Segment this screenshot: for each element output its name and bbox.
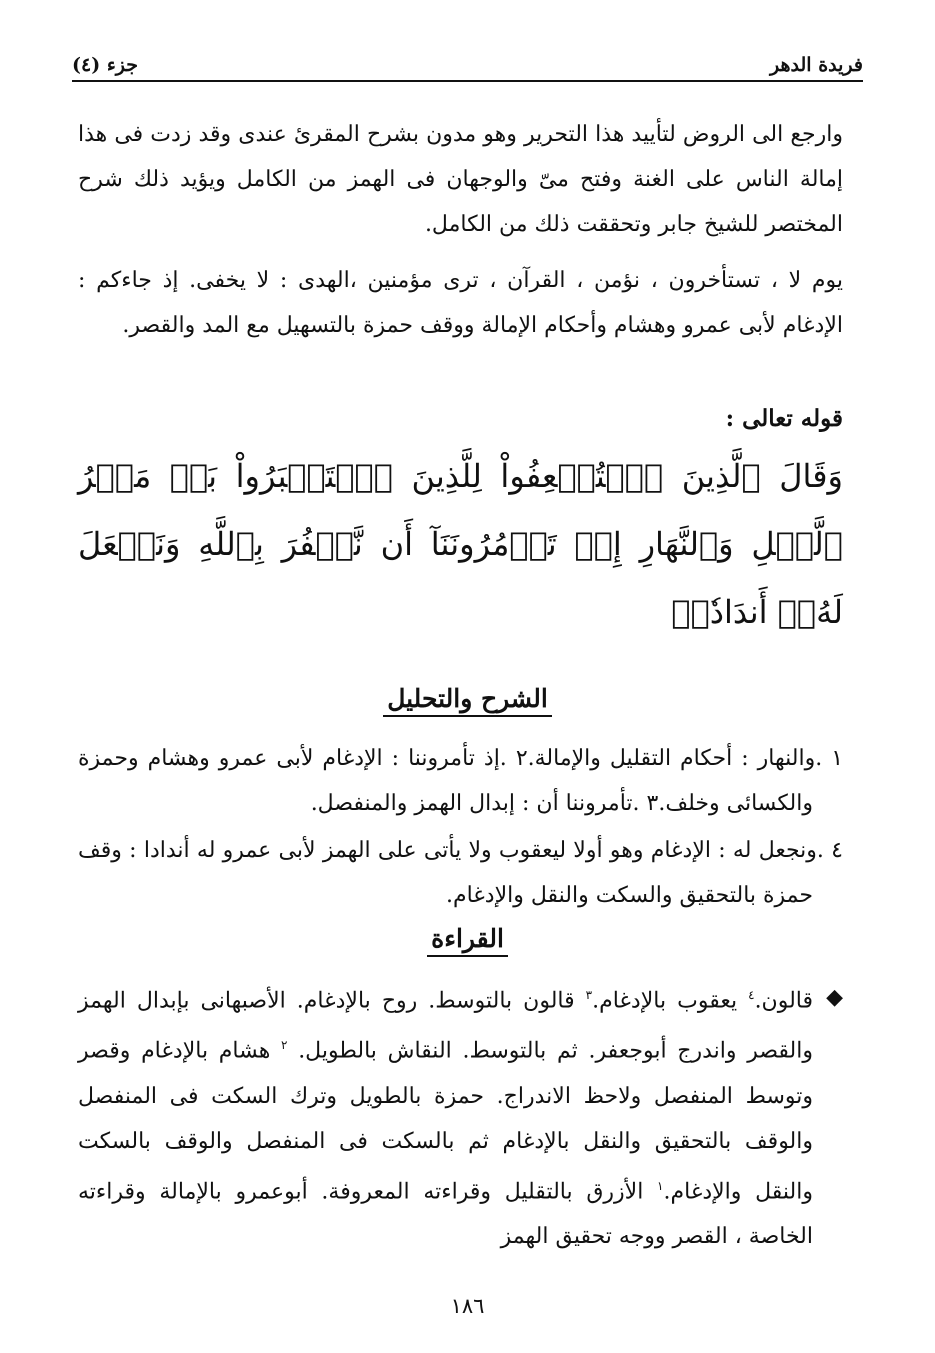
- reading-yaqub: يعقوب بالإدغام.: [592, 988, 749, 1014]
- reading-qalun-2: قالون بالتوسط. روح بالإدغام. الأصبهانى بإبدال الهمز والقصر واندرج أبوجعفر. ثم بالتوسط. النقاش بالطويل.: [78, 988, 813, 1064]
- reading-azraq: الأزرق بالتقليل وقراءته المعروفة. أبوعمرو بالإمالة وقراءته الخاصة ، القصر ووجه تحقيق الهمز: [78, 1178, 813, 1249]
- reading-qalun-1: قالون.: [754, 988, 813, 1014]
- page-number: ١٨٦: [450, 1294, 485, 1318]
- commentary-heading: [0, 684, 935, 713]
- footnote-marker-1: ١: [657, 1178, 664, 1193]
- diamond-bullet-icon: ◆: [826, 985, 843, 1010]
- commentary-title: الشرح والتحليل: [383, 684, 552, 717]
- verse-label: قوله تعالى :: [725, 405, 843, 432]
- book-title: فريدة الدهر: [770, 54, 863, 76]
- volume-label: جزء (٤): [72, 54, 138, 76]
- commentary-item-1: ١ .والنهار : أحكام التقليل والإمالة.٢ .إذ تأمروننا : الإدغام لأبى عمرو وهشام وحمزة والكسائى وخلف.٣ .تأمروننا أن : إبدال الهمز والمنفصل.: [78, 746, 844, 816]
- footnote-marker-4: ٤: [748, 988, 755, 1002]
- readings-paragraph: [78, 973, 813, 1259]
- quran-verse: وَقَالَ ٱلَّذِينَ ٱسۡتُضۡعِفُواْ لِلَّذِينَ ٱسۡتَكۡبَرُواْ بَلۡ مَكۡرُ ٱلَّيۡلِ وَٱلنَّهَارِ إِذۡ تَأۡمُرُونَنَآ أَن نَّكۡفُرَ بِٱللَّهِ وَنَجۡعَلَ لَهُۥٓ أَندَادٗاۚ: [78, 457, 844, 631]
- commentary-item-2: ٤ .ونجعل له : الإدغام وهو أولا ليعقوب ولا يأتى على الهمز لأبى عمرو له أندادا : وقف حمزة بالتحقيق والسكت والنقل والإدغام.: [78, 838, 843, 908]
- footnote-marker-2: ٢: [281, 1038, 288, 1053]
- header-divider: [72, 80, 863, 82]
- running-header: [72, 36, 863, 76]
- intro-paragraph: وارجع الى الروض لتأييد هذا التحرير وهو مدون بشرح المقرئ عندى وقد زدت فى هذا إمالة الناس على الغنة وفتح مىّ والوجهان فى الهمز من الكامل ويؤيد ذلك شرح المختصر للشيخ جابر وتحققت ذلك من الكامل.: [78, 122, 843, 237]
- readings-title: القراءة: [427, 924, 508, 957]
- reading-hisham: هشام بالإدغام وقصر وتوسط المنفصل ولاحظ الاندراج. حمزة بالطويل وترك السكت فى المنفصل والوقف بالتحقيق والنقل بالإدغام ثم بالسكت فى المنفصل والوقف بالسكت والنقل والإدغام.: [78, 1038, 813, 1204]
- readings-heading: [0, 924, 935, 953]
- footnote-marker-3: ٣: [585, 988, 593, 1002]
- summary-paragraph: يوم لا ، تستأخرون ، نؤمن ، القرآن ، ترى مؤمنين ،الهدى : لا يخفى. إذ جاءكم : الإدغام لأبى عمرو وهشام وأحكام الإمالة ووقف حمزة بالتسهيل مع المد والقصر.: [78, 268, 843, 338]
